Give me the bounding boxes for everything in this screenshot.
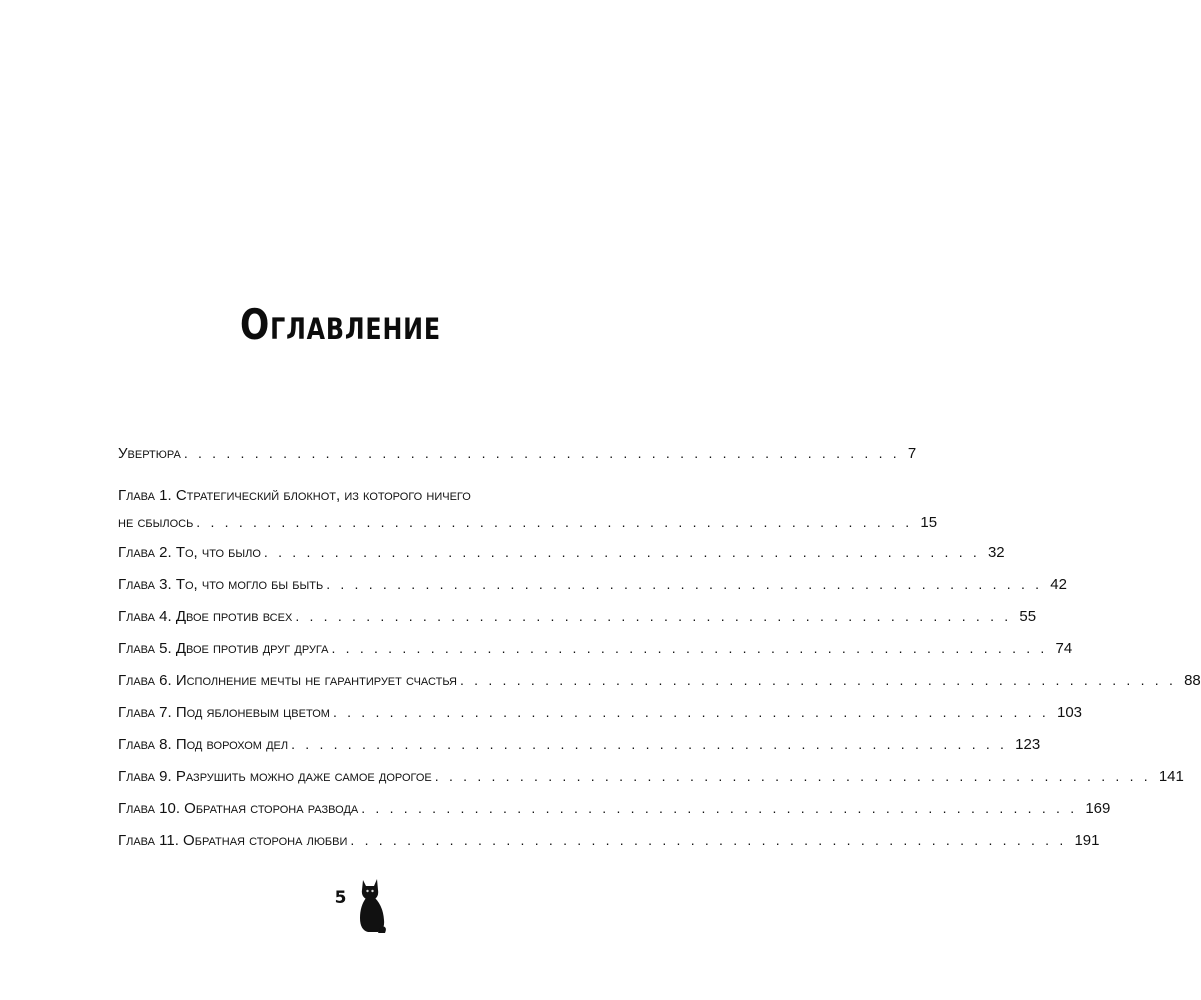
toc-entry-title: Увертюра — [118, 445, 181, 462]
toc-page-number: 103 — [1057, 704, 1083, 721]
toc-entry-chapter-1[interactable] — [118, 487, 938, 536]
toc-page-number: 74 — [1055, 640, 1073, 657]
toc-page-number: 32 — [987, 544, 1005, 561]
toc-leader-dots: . . . . . . . . . . . . . . . . . . . . . . . . . . . . . . . . . . . . . . . . . . . . . . . . . . . — [350, 832, 1067, 848]
toc-entry-title: Глава 6. Исполнение мечты не гарантирует счастья — [118, 672, 457, 689]
toc-entry-chapter-11[interactable] — [118, 832, 1100, 853]
toc-leader-dots: . . . . . . . . . . . . . . . . . . . . . . . . . . . . . . . . . . . . . . . . . . . . . . . . . . . — [361, 800, 1078, 816]
toc-leader-dots: . . . . . . . . . . . . . . . . . . . . . . . . . . . . . . . . . . . . . . . . . . . . . . . . . . . — [460, 672, 1177, 688]
toc-leader-dots: . . . . . . . . . . . . . . . . . . . . . . . . . . . . . . . . . . . . . . . . . . . . . . . . . . . — [295, 608, 1012, 624]
toc-entry-chapter-3[interactable] — [118, 576, 1067, 597]
toc-entry-title: Глава 10. Обратная сторона развода — [118, 800, 359, 817]
toc-page-number: 169 — [1085, 800, 1111, 817]
toc-entry-title: Глава 3. То, что могло бы быть — [118, 576, 324, 593]
toc-page-number: 191 — [1074, 832, 1100, 849]
page-number: 5 — [334, 888, 347, 908]
toc-page-number: 123 — [1015, 736, 1041, 753]
toc-entry-chapter-5[interactable] — [118, 640, 1073, 661]
toc-leader-dots: . . . . . . . . . . . . . . . . . . . . . . . . . . . . . . . . . . . . . . . . . . . . . . . . . . . — [291, 736, 1008, 752]
toc-entry-chapter-8[interactable] — [118, 736, 1041, 757]
toc-leader-dots: . . . . . . . . . . . . . . . . . . . . . . . . . . . . . . . . . . . . . . . . . . . . . . . . . . . — [326, 576, 1043, 592]
toc-entry-chapter-6[interactable] — [118, 672, 1201, 693]
black-cat-icon — [354, 876, 388, 934]
toc-page-number: 42 — [1050, 576, 1067, 593]
toc-leader-dots: . . . . . . . . . . . . . . . . . . . . . . . . . . . . . . . . . . . . . . . . . . . . . . . . . . . — [332, 704, 1049, 720]
toc-entry-title: не сбылось — [118, 514, 194, 531]
toc-entry-title: Глава 9. Разрушить можно даже самое дорогое — [118, 768, 432, 785]
toc-entry-chapter-2[interactable] — [118, 544, 1005, 565]
toc-entry-title: Глава 4. Двое против всех — [118, 608, 293, 625]
toc-leader-dots: . . . . . . . . . . . . . . . . . . . . . . . . . . . . . . . . . . . . . . . . . . . . . . . . . . . — [263, 544, 980, 560]
toc-entry-title: Глава 7. Под яблоневым цветом — [118, 704, 330, 721]
toc-entry-chapter-4[interactable] — [118, 608, 1037, 629]
toc-entry-title: Глава 8. Под ворохом дел — [118, 736, 289, 753]
toc-entry-chapter-10[interactable] — [118, 800, 1111, 821]
toc-leader-dots: . . . . . . . . . . . . . . . . . . . . . . . . . . . . . . . . . . . . . . . . . . . . . . . . . . . — [331, 640, 1048, 656]
toc-entry-title-line1: Глава 1. Стратегический блокнот, из которого ничего — [118, 487, 471, 504]
toc-page-number: 55 — [1019, 608, 1037, 625]
toc-leader-dots: . . . . . . . . . . . . . . . . . . . . . . . . . . . . . . . . . . . . . . . . . . . . . . . . . . . — [196, 514, 913, 530]
toc-page-number: 141 — [1158, 768, 1184, 785]
toc-entry-chapter-9[interactable] — [118, 768, 1184, 789]
toc-page-number: 7 — [907, 445, 917, 462]
toc-page-number: 15 — [920, 514, 938, 531]
toc-entry-title: Глава 2. То, что было — [118, 544, 261, 561]
toc-entry-title: Глава 5. Двое против друг друга — [118, 640, 329, 657]
toc-entry-chapter-7[interactable] — [118, 704, 1083, 725]
toc-leader-dots: . . . . . . . . . . . . . . . . . . . . . . . . . . . . . . . . . . . . . . . . . . . . . . . . . . . — [434, 768, 1151, 784]
toc-page-number: 88 — [1184, 672, 1201, 689]
toc-leader-dots: . . . . . . . . . . . . . . . . . . . . . . . . . . . . . . . . . . . . . . . . . . . . . . . . . . . — [183, 445, 900, 461]
toc-entry-overture[interactable] — [118, 445, 917, 466]
page-title: Оглавление — [240, 300, 441, 349]
toc-entry-title: Глава 11. Обратная сторона любви — [118, 832, 348, 849]
